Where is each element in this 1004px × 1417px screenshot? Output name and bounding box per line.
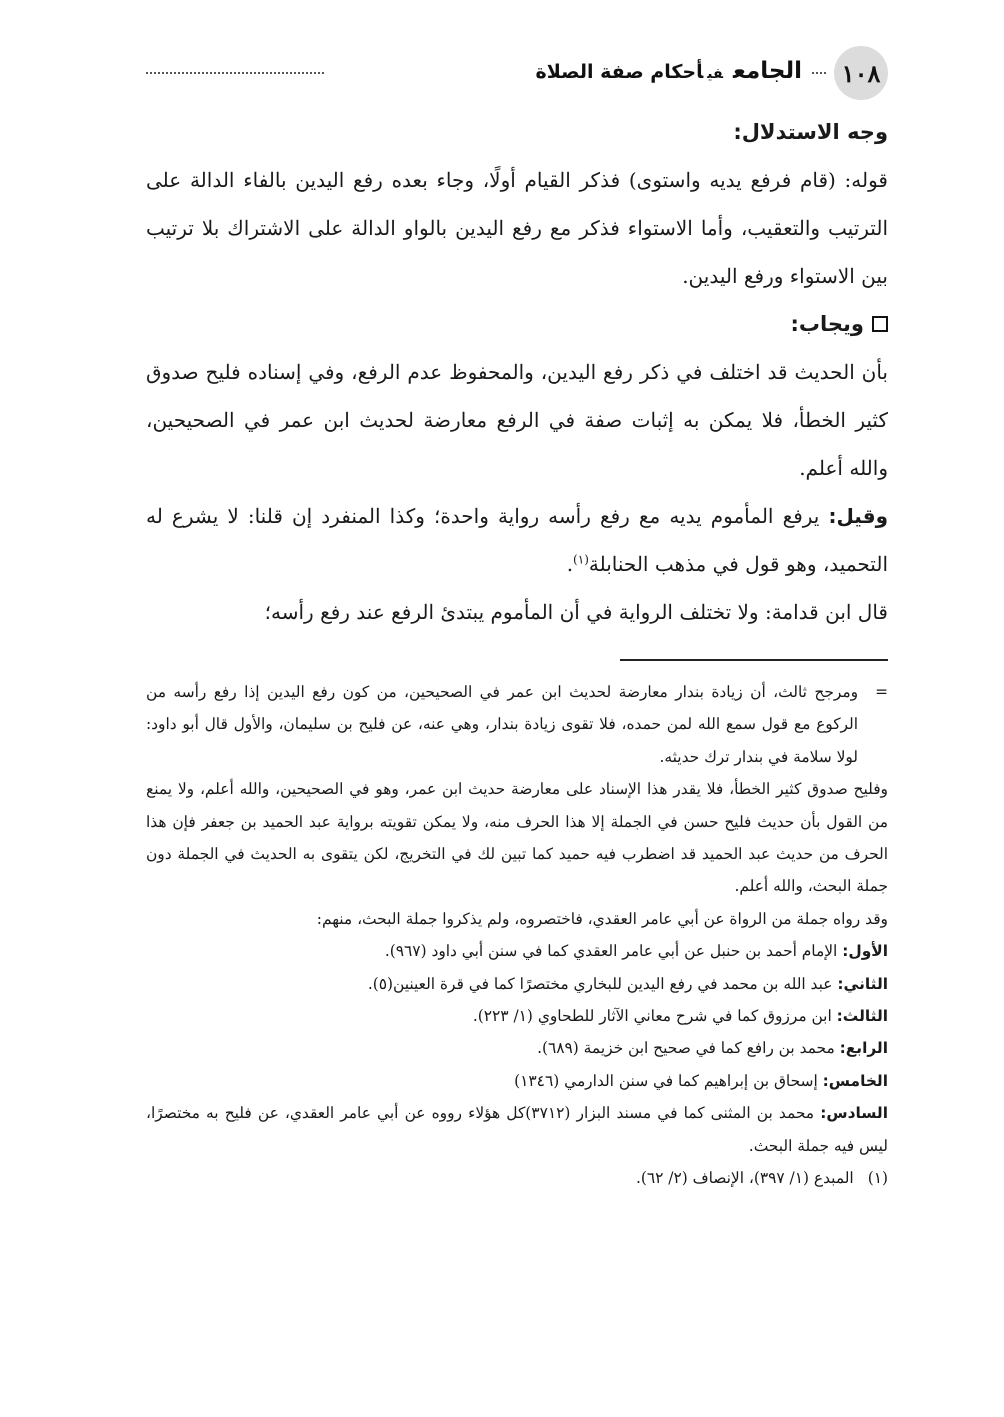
- narrator-item: [146, 1000, 888, 1032]
- book-title-rest: أحكام صفة الصلاة: [535, 61, 704, 83]
- narrator-item: [146, 1097, 888, 1162]
- narrator-item: [146, 935, 888, 967]
- footnote-1-marker: (١): [867, 1169, 888, 1188]
- heading-istidlal: وجه الاستدلال:: [733, 120, 888, 144]
- header-dotted-rule-right: [812, 72, 826, 74]
- book-title-main: الجامع: [733, 58, 802, 84]
- book-title-fi: في: [707, 66, 724, 82]
- narrator-text: ابن مرزوق كما في شرح معاني الآثار للطحاوي (١/ ٢٢٣).: [472, 1007, 832, 1026]
- narrator-label: الرابع:: [839, 1039, 888, 1058]
- book-title: [536, 54, 803, 91]
- narrator-text: محمد بن المثنى كما في مسند البزار (٣٧١٢)كل هؤلاء رووه عن أبي عامر العقدي، عن فليح به مختصرًا، ليس فيه جملة البحث.: [146, 1104, 888, 1155]
- narrator-label: السادس:: [820, 1104, 888, 1123]
- running-header: [146, 46, 888, 102]
- footnote-cont-para-1: ومرجح ثالث، أن زيادة بندار معارضة لحديث ابن عمر في الصحيحين، من كون رفع اليدين إذا رفع رأسه من الركوع مع قول سمع الله لمن حمده، فلا تقوى زيادة بندار، وهي عنه، عن فليح بن سليمان، والأول قال أبو داود: لولا سلامة في بندار ترك حديثه.: [146, 683, 858, 766]
- footnotes: [146, 676, 888, 1195]
- square-bullet-icon: [872, 316, 888, 332]
- heading-reply-label: ويجاب:: [790, 312, 864, 336]
- qila-lead: وقيل:: [828, 504, 888, 528]
- footnote-separator: [620, 659, 888, 661]
- footnote-1: [146, 1162, 888, 1194]
- paragraph-istidlal: قوله: (قام فرفع يديه واستوى) فذكر القيام أولًا، وجاء بعده رفع اليدين بالفاء الدالة على الترتيب والتعقيب، وأما الاستواء فذكر مع رفع اليدين بالواو الدالة على الاشتراك بلا ترتيب بين الاستواء ورفع اليدين.: [146, 168, 888, 288]
- paragraph-ibn-qudama: قال ابن قدامة: ولا تختلف الرواية في أن المأموم يبتدئ الرفع عند رفع رأسه؛: [264, 600, 888, 624]
- narrator-label: الأول:: [842, 942, 888, 961]
- narrator-label: الثالث:: [836, 1007, 888, 1026]
- footnote-continuation: [146, 676, 888, 773]
- qila-end: .: [566, 552, 574, 576]
- header-dotted-rule-left: [146, 72, 324, 74]
- footnote-cont-para-3: وقد رواه جملة من الرواة عن أبي عامر العقدي، فاختصروه، ولم يذكروا جملة البحث، منهم:: [316, 909, 888, 928]
- narrator-text: الإمام أحمد بن حنبل عن أبي عامر العقدي كما في سنن أبي داود (٩٦٧).: [384, 942, 838, 961]
- narrator-text: عبد الله بن محمد في رفع اليدين للبخاري مختصرًا كما في قرة العينين(٥).: [367, 974, 833, 993]
- footnote-cont-para-2: وفليح صدوق كثير الخطأ، فلا يقدر هذا الإسناد على معارضة حديث ابن عمر، وهو في الصحيحين، والله أعلم، ولا يمنع من القول بأن حديث فليح حسن في الجملة إلا هذا الحرف منه، ولا يمكن تقويته برواية عبد الحميد بن جعفر فإن هذا الحرف من حديث عبد الحميد قد اضطرب فيه حميد كما تبين لك في التخريج، لكن يتقوى به الحديث في الجملة دون جملة البحث، والله أعلم.: [146, 780, 888, 896]
- narrator-item: [146, 1032, 888, 1064]
- footnote-marker-1[interactable]: (١): [573, 552, 589, 567]
- narrator-item: [146, 968, 888, 1000]
- footnote-1-text: المبدع (١/ ٣٩٧)، الإنصاف (٢/ ٦٢).: [635, 1169, 854, 1188]
- narrator-text: إسحاق بن إبراهيم كما في سنن الدارمي (١٣٤٦): [514, 1071, 818, 1090]
- paragraph-qila: [146, 492, 888, 588]
- heading-reply: [146, 300, 888, 348]
- narrator-label: الخامس:: [822, 1071, 888, 1090]
- page-number-badge: [834, 46, 888, 100]
- narrator-text: محمد بن رافع كما في صحيح ابن خزيمة (٦٨٩).: [537, 1039, 835, 1058]
- qila-text: يرفع المأموم يديه مع رفع رأسه رواية واحدة؛ وكذا المنفرد إن قلنا: لا يشرع له التحميد، وهو قول في مذهب الحنابلة: [146, 504, 888, 576]
- narrator-item: [146, 1065, 888, 1097]
- continuation-marker: =: [875, 683, 888, 701]
- page-number: ١٠٨: [841, 58, 881, 88]
- narrator-label: الثاني:: [837, 974, 888, 993]
- paragraph-reply: بأن الحديث قد اختلف في ذكر رفع اليدين، والمحفوظ عدم الرفع، وفي إسناده فليح صدوق كثير الخطأ، فلا يمكن به إثبات صفة في الرفع معارضة لحديث ابن عمر في الصحيحين، والله أعلم.: [146, 360, 888, 480]
- main-text: [146, 108, 888, 636]
